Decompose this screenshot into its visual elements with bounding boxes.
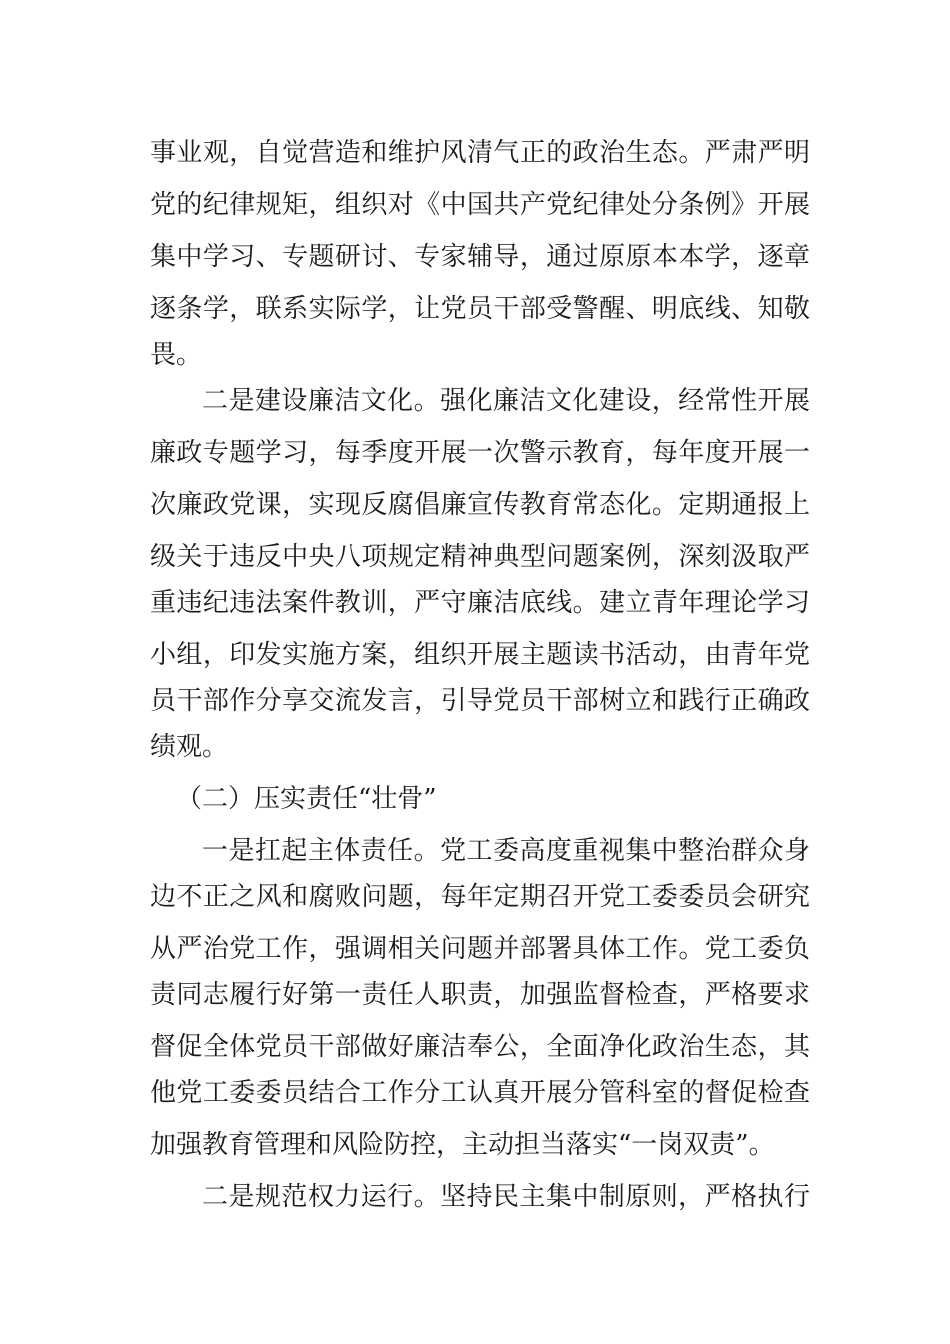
paragraph-line: 廉政专题学习，每季度开展一次警示教育，每年度开展一 — [150, 438, 810, 468]
paragraph-line: 级关于违反中央八项规定精神典型问题案例，深刻汲取严 — [150, 542, 810, 572]
paragraph-line: 集中学习、专题研讨、专家辅导，通过原原本本学，逐章 — [150, 242, 810, 272]
paragraph-line: 重违纪违法案件教训，严守廉洁底线。建立青年理论学习 — [150, 588, 810, 618]
paragraph-line: 一是扛起主体责任。党工委高度重视集中整治群众身 — [202, 836, 810, 866]
paragraph-line: 从严治党工作，强调相关问题并部署具体工作。党工委负 — [150, 934, 810, 964]
paragraph-line: 员干部作分享交流发言，引导党员干部树立和践行正确政 — [150, 686, 810, 716]
paragraph-line: 畏。 — [150, 340, 203, 370]
paragraph-line: 党的纪律规矩，组织对《中国共产党纪律处分条例》开展 — [150, 190, 810, 220]
paragraph-line: 边不正之风和腐败问题，每年定期召开党工委委员会研究 — [150, 882, 810, 912]
paragraph-line: 事业观，自觉营造和维护风清气正的政治生态。严肃严明 — [150, 138, 810, 168]
paragraph-line: 他党工委委员结合工作分工认真开展分管科室的督促检查 — [150, 1078, 810, 1108]
paragraph-line: 小组，印发实施方案，组织开展主题读书活动，由青年党 — [150, 640, 810, 670]
paragraph-line: 加强教育管理和风险防控，主动担当落实“一岗双责”。 — [150, 1130, 775, 1160]
paragraph-line: 绩观。 — [150, 732, 229, 762]
paragraph-line: 二是规范权力运行。坚持民主集中制原则，严格执行 — [202, 1182, 810, 1212]
paragraph-line: 逐条学，联系实际学，让党员干部受警醒、明底线、知敬 — [150, 294, 810, 324]
paragraph-line: 督促全体党员干部做好廉洁奉公，全面净化政治生态，其 — [150, 1032, 810, 1062]
paragraph-line: 责同志履行好第一责任人职责，加强监督检查，严格要求 — [150, 980, 810, 1010]
section-heading: （二）压实责任“壮骨” — [176, 784, 437, 814]
paragraph-line: 次廉政党课，实现反腐倡廉宣传教育常态化。定期通报上 — [150, 490, 810, 520]
paragraph-line: 二是建设廉洁文化。强化廉洁文化建设，经常性开展 — [202, 386, 810, 416]
